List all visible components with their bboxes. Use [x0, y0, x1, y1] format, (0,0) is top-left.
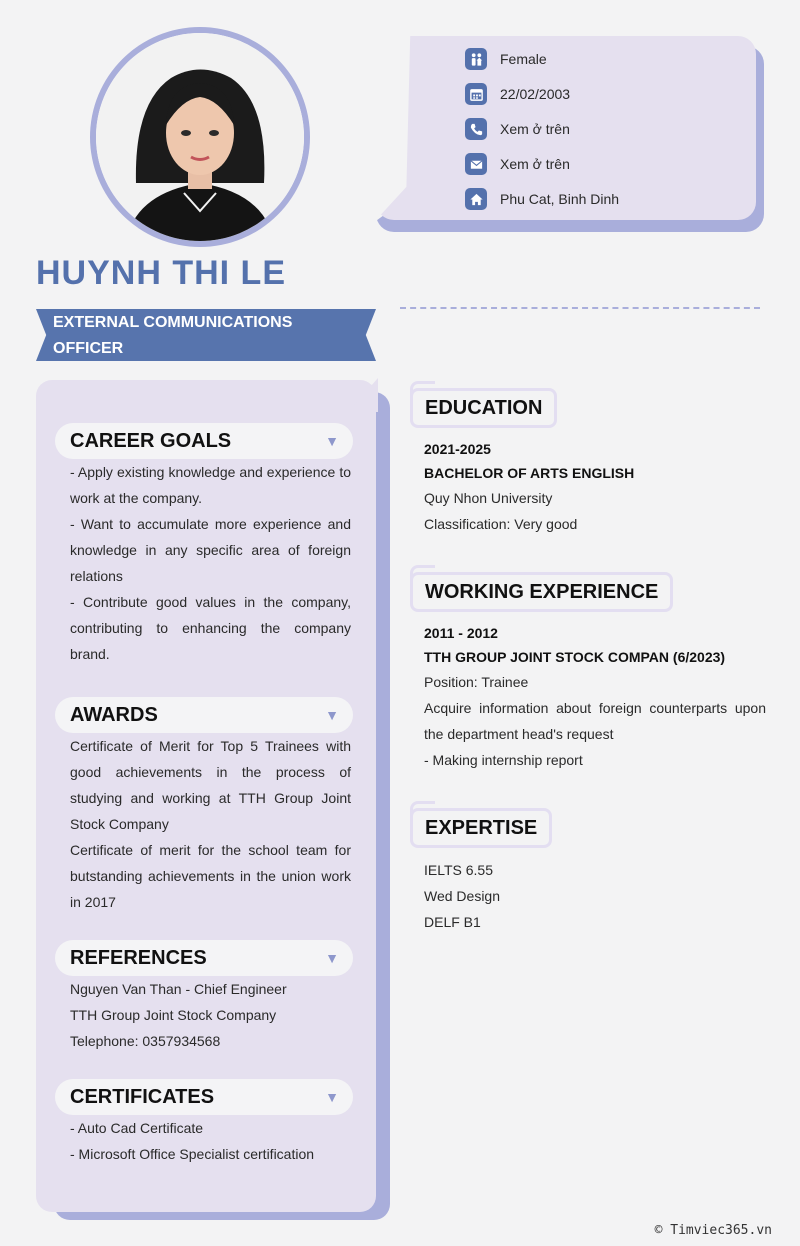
experience-period: 2011 - 2012: [424, 625, 498, 641]
triangle-down-icon: ▼: [325, 950, 339, 966]
expertise-body: [424, 857, 766, 935]
education-period: 2021-2025: [424, 441, 491, 457]
home-icon: [465, 188, 487, 210]
references-title: REFERENCES: [70, 946, 207, 969]
profile-photo: [96, 33, 304, 241]
contact-phone: [465, 116, 570, 142]
contact-address-value: Phu Cat, Binh Dinh: [500, 191, 620, 207]
certificate-item: - Auto Cad Certificate: [70, 1120, 204, 1136]
calendar-icon: [465, 83, 487, 105]
phone-icon: [465, 118, 487, 140]
reference-item: TTH Group Joint Stock Company: [70, 1007, 277, 1023]
certificate-item: - Microsoft Office Specialist certification: [70, 1146, 315, 1162]
career-goals-heading: [55, 423, 353, 459]
position-title: EXTERNAL COMMUNICATIONS OFFICER: [53, 314, 293, 357]
experience-item: Acquire information about foreign counterparts upon the department head's request: [424, 700, 766, 742]
contact-birthday: [465, 81, 570, 107]
expertise-item: IELTS 6.55: [424, 862, 494, 878]
career-goals-title: CAREER GOALS: [70, 429, 232, 452]
triangle-down-icon: ▼: [325, 707, 339, 723]
references-heading: [55, 940, 353, 976]
experience-company: TTH GROUP JOINT STOCK COMPAN (6/2023): [424, 649, 726, 665]
education-body: [424, 437, 766, 537]
education-school: Quy Nhon University: [424, 490, 553, 506]
reference-item: Telephone: 0357934568: [70, 1033, 221, 1049]
candidate-name: HUYNH THI LE: [36, 254, 286, 292]
award-item: Certificate of merit for the school team for butstanding achievements in the union work in 2017: [70, 842, 351, 910]
expertise-item: Wed Design: [424, 888, 501, 904]
profile-photo-frame: [90, 27, 310, 247]
expertise-title: EXPERTISE: [425, 816, 538, 839]
contact-email: [465, 151, 570, 177]
education-classification: Classification: Very good: [424, 516, 578, 532]
expertise-heading: [410, 808, 552, 848]
footer-credit: © Timviec365.vn: [654, 1223, 772, 1238]
education-degree: BACHELOR OF ARTS ENGLISH: [424, 465, 635, 481]
experience-item: Position: Trainee: [424, 674, 529, 690]
certificates-heading: [55, 1079, 353, 1115]
awards-heading: [55, 697, 353, 733]
experience-item: - Making internship report: [424, 752, 583, 768]
career-goals-body: [70, 459, 351, 667]
experience-body: [424, 621, 766, 773]
career-goal-item: - Apply existing knowledge and experience to work at the company.: [70, 464, 351, 506]
contact-gender-value: Female: [500, 51, 547, 67]
reference-item: Nguyen Van Than - Chief Engineer: [70, 981, 287, 997]
gender-icon: [465, 48, 487, 70]
award-item: Certificate of Merit for Top 5 Trainees with good achievements in the process of studying and working at TTH Group Joint Stock Company: [70, 738, 351, 832]
expertise-item: DELF B1: [424, 914, 481, 930]
contact-birthday-value: 22/02/2003: [500, 86, 571, 102]
career-goal-item: - Contribute good values in the company, contributing to enhancing the company brand.: [70, 594, 351, 662]
career-goal-item: - Want to accumulate more experience and knowledge in any specific area of foreign relations: [70, 516, 351, 584]
contact-phone-value: Xem ở trên: [500, 121, 570, 137]
contact-gender: [465, 46, 547, 72]
certificates-body: [70, 1115, 351, 1167]
awards-body: [70, 733, 351, 915]
certificates-title: CERTIFICATES: [70, 1085, 215, 1108]
dashed-divider: [400, 307, 760, 309]
contact-address: [465, 186, 619, 212]
education-heading: [410, 388, 557, 428]
triangle-down-icon: ▼: [325, 1089, 339, 1105]
portrait-illustration: [96, 33, 304, 241]
awards-title: AWARDS: [70, 703, 158, 726]
references-body: [70, 976, 351, 1054]
experience-heading: [410, 572, 673, 612]
education-title: EDUCATION: [425, 396, 543, 419]
triangle-down-icon: ▼: [325, 433, 339, 449]
experience-title: WORKING EXPERIENCE: [425, 580, 659, 603]
contact-email-value: Xem ở trên: [500, 156, 570, 172]
mail-icon: [465, 153, 487, 175]
